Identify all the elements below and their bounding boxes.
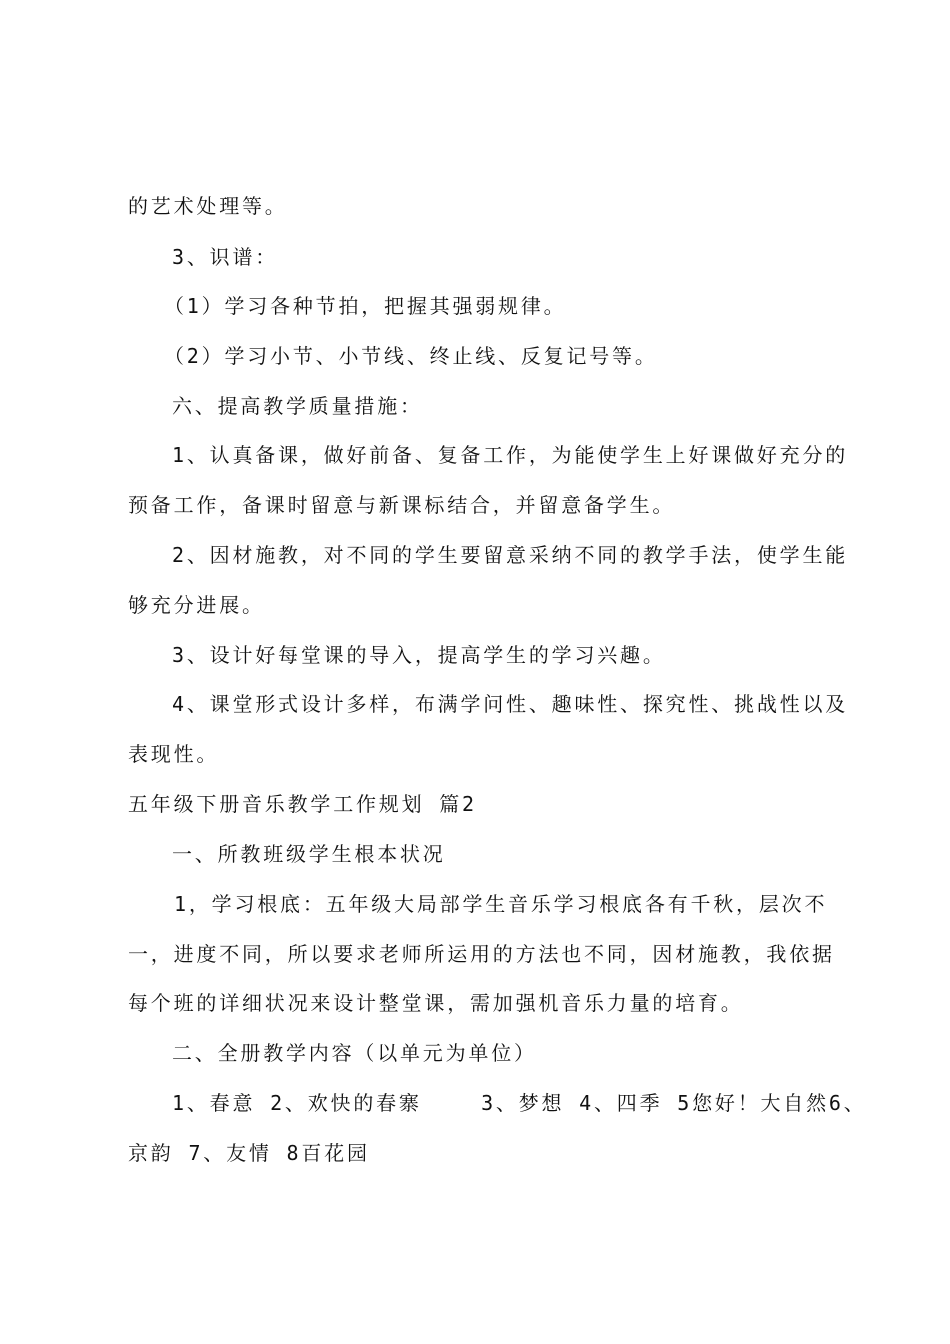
- section-heading: 二、全册教学内容（以单元为单位）: [172, 1041, 537, 1065]
- document-title: 五年级下册音乐教学工作规划 篇2: [128, 792, 477, 816]
- text-line: 4、课堂形式设计多样，布满学问性、趣味性、探究性、挑战性以及: [172, 692, 849, 716]
- text-line: 的艺术处理等。: [128, 194, 288, 218]
- text-line: 京韵 7、友情 8百花园: [128, 1141, 370, 1165]
- text-line: （2）学习小节、小节线、终止线、反复记号等。: [164, 344, 658, 368]
- text-line: 1，学习根底：五年级大局部学生音乐学习根底各有千秋，层次不: [174, 892, 828, 916]
- text-line: 2、因材施教，对不同的学生要留意采纳不同的教学手法，使学生能: [172, 543, 849, 567]
- text-line: （1）学习各种节拍，把握其强弱规律。: [164, 294, 567, 318]
- text-line: 表现性。: [128, 742, 220, 766]
- text-line: 每个班的详细状况来设计整堂课，需加强机音乐力量的培育。: [128, 991, 744, 1015]
- text-line: 一，进度不同，所以要求老师所运用的方法也不同，因材施教，我依据: [128, 942, 835, 966]
- text-line: 3、设计好每堂课的导入，提高学生的学习兴趣。: [172, 643, 666, 667]
- section-heading: 六、提高教学质量措施：: [172, 394, 423, 418]
- text-line: 3、识谱：: [172, 245, 279, 269]
- text-line: 预备工作，备课时留意与新课标结合，并留意备学生。: [128, 493, 676, 517]
- text-line: 1、春意 2、欢快的春寨 3、梦想 4、四季 5您好！大自然6、: [172, 1091, 867, 1115]
- text-line: 1、认真备课，做好前备、复备工作，为能使学生上好课做好充分的: [172, 443, 849, 467]
- section-heading: 一、所教班级学生根本状况: [172, 842, 446, 866]
- text-line: 够充分进展。: [128, 593, 265, 617]
